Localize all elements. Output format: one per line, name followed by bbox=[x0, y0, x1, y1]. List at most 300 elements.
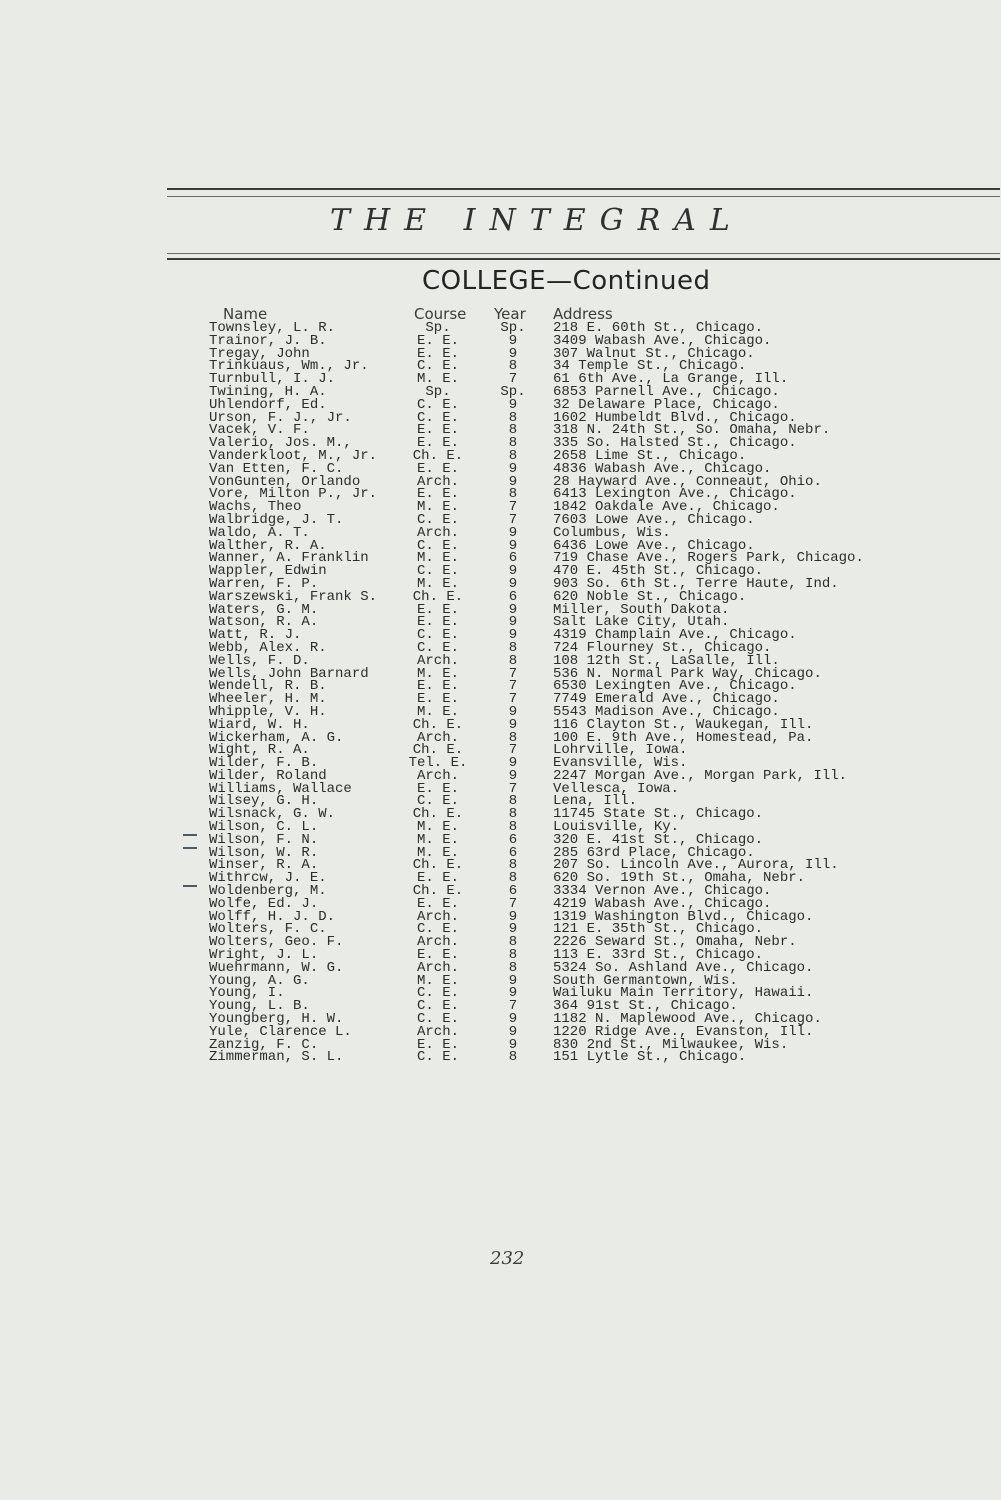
entry-year: 8 bbox=[508, 422, 518, 439]
entry-name: Wolff, H. J. D. bbox=[209, 908, 336, 925]
entry-year: 9 bbox=[508, 921, 518, 938]
entry-name: Wilder, Roland bbox=[209, 767, 327, 784]
entry-course: Ch. E. bbox=[412, 857, 464, 874]
entry-name: Watson, R. A. bbox=[209, 614, 319, 631]
entry-name: Trainor, J. B. bbox=[209, 332, 327, 349]
entry-name: Vore, Milton P., Jr. bbox=[209, 486, 378, 503]
list-item bbox=[0, 616, 1001, 629]
entry-year: 8 bbox=[508, 959, 518, 976]
header-rule-bottom-thin bbox=[167, 253, 1000, 254]
entry-year: 6 bbox=[508, 831, 518, 848]
list-item bbox=[0, 744, 1001, 757]
entry-address: 2247 Morgan Ave., Morgan Park, Ill. bbox=[553, 767, 848, 784]
list-item bbox=[0, 716, 1001, 733]
list-item bbox=[0, 565, 1001, 578]
entry-name: Winser, R. A. bbox=[209, 857, 319, 874]
list-item bbox=[0, 332, 1001, 349]
entry-course: Ch. E. bbox=[412, 447, 464, 464]
entry-course: E. E. bbox=[416, 435, 459, 452]
entry-address: 3334 Vernon Ave., Chicago. bbox=[553, 883, 772, 900]
list-item bbox=[0, 360, 1001, 373]
entry-address: 4319 Champlain Ave., Chicago. bbox=[553, 627, 797, 644]
entry-year: 7 bbox=[508, 678, 518, 695]
list-item bbox=[0, 652, 1001, 669]
entry-address: 536 N. Normal Park Way, Chicago. bbox=[553, 665, 822, 682]
list-item bbox=[0, 1023, 1001, 1040]
list-item bbox=[0, 1013, 1001, 1026]
entry-year: Sp. bbox=[500, 320, 526, 336]
entry-course: M. E. bbox=[416, 665, 459, 682]
entry-year: 9 bbox=[508, 985, 518, 1002]
entry-year: 8 bbox=[508, 819, 518, 836]
entry-year: 7 bbox=[508, 742, 518, 759]
entry-year: 9 bbox=[508, 1011, 518, 1028]
entry-address: 335 So. Halsted St., Chicago. bbox=[553, 435, 797, 452]
pencil-mark bbox=[183, 834, 197, 836]
entry-name: Walther, R. A. bbox=[209, 537, 327, 554]
entry-address: 121 E. 35th St., Chicago. bbox=[553, 921, 764, 938]
entry-course: Arch. bbox=[416, 729, 459, 746]
entry-year: 8 bbox=[508, 358, 518, 375]
entry-course: M. E. bbox=[416, 550, 459, 567]
entry-address: Wailuku Main Territory, Hawaii. bbox=[553, 985, 814, 1002]
entry-year: 6 bbox=[508, 588, 518, 605]
pencil-mark bbox=[183, 847, 197, 849]
entry-name: Young, L. B. bbox=[209, 998, 310, 1015]
entry-course: M. E. bbox=[416, 819, 459, 836]
entry-year: 9 bbox=[508, 614, 518, 631]
entry-address: 307 Walnut St., Chicago. bbox=[553, 345, 755, 362]
entry-year: 9 bbox=[508, 563, 518, 580]
entry-year: 9 bbox=[508, 703, 518, 720]
entry-course: E. E. bbox=[416, 601, 459, 618]
entry-name: Trinkuaus, Wm., Jr. bbox=[209, 358, 369, 375]
entry-address: 3409 Wabash Ave., Chicago. bbox=[553, 332, 772, 349]
entry-name: Wickerham, A. G. bbox=[209, 729, 344, 746]
list-item bbox=[0, 447, 1001, 464]
entry-address: 5324 So. Ashland Ave., Chicago. bbox=[553, 959, 814, 976]
entry-name: Urson, F. J., Jr. bbox=[209, 409, 352, 426]
entry-year: 8 bbox=[508, 652, 518, 669]
entry-course: E. E. bbox=[416, 678, 459, 695]
entry-year: Sp. bbox=[500, 383, 526, 400]
entry-name: Wappler, Edwin bbox=[209, 563, 327, 580]
entry-name: Waters, G. M. bbox=[209, 601, 319, 618]
entry-year: 9 bbox=[508, 460, 518, 477]
entry-address: 7749 Emerald Ave., Chicago. bbox=[553, 691, 780, 708]
entry-address: 2226 Seward St., Omaha, Nebr. bbox=[553, 934, 797, 951]
entry-address: 7603 Lowe Ave., Chicago. bbox=[553, 511, 755, 528]
entry-name: Wilsnack, G. W. bbox=[209, 806, 336, 823]
entry-name: Wight, R. A. bbox=[209, 742, 310, 759]
entry-name: Young, A. G. bbox=[209, 972, 310, 989]
entry-course: E. E. bbox=[416, 332, 459, 349]
entry-course: C. E. bbox=[416, 998, 459, 1015]
entry-year: 9 bbox=[508, 601, 518, 618]
entry-year: 8 bbox=[508, 947, 518, 964]
entry-address: 320 E. 41st St., Chicago. bbox=[553, 831, 764, 848]
list-item bbox=[0, 473, 1001, 490]
entry-course: M. E. bbox=[416, 831, 459, 848]
entry-address: 903 So. 6th St., Terre Haute, Ind. bbox=[553, 575, 839, 592]
entry-address: 4219 Wabash Ave., Chicago. bbox=[553, 895, 772, 912]
entry-name: Watt, R. J. bbox=[209, 627, 302, 644]
entry-name: VonGunten, Orlando bbox=[209, 473, 361, 490]
column-header-year: Year bbox=[494, 305, 526, 323]
entry-address: 34 Temple St., Chicago. bbox=[553, 358, 747, 375]
list-item bbox=[0, 844, 1001, 861]
entry-name: Warszewski, Frank S. bbox=[209, 588, 378, 605]
entry-course: Ch. E. bbox=[412, 806, 464, 823]
entry-course: C. E. bbox=[416, 396, 459, 413]
list-item bbox=[0, 552, 1001, 565]
entry-course: E. E. bbox=[416, 947, 459, 964]
entry-course: E. E. bbox=[416, 691, 459, 708]
entry-course: M. E. bbox=[416, 703, 459, 720]
list-item bbox=[0, 345, 1001, 362]
entry-course: Arch. bbox=[416, 908, 459, 925]
entry-address: Louisville, Ky. bbox=[553, 819, 680, 836]
entry-name: Wolters, Geo. F. bbox=[209, 934, 344, 951]
entry-course: C. E. bbox=[416, 985, 459, 1002]
entry-address: 719 Chase Ave., Rogers Park, Chicago. bbox=[553, 550, 864, 567]
entry-address: Lena, Ill. bbox=[553, 793, 638, 810]
entry-course: E. E. bbox=[416, 895, 459, 912]
section-title: COLLEGE—Continued bbox=[422, 266, 711, 296]
header-rule-top-thin bbox=[167, 196, 1000, 197]
list-item bbox=[0, 959, 1001, 976]
list-item bbox=[0, 987, 1001, 1000]
entry-address: 6530 Lexingten Ave., Chicago. bbox=[553, 678, 797, 695]
list-item bbox=[0, 680, 1001, 693]
entry-course: Arch. bbox=[416, 1023, 459, 1040]
entry-course: Arch. bbox=[416, 652, 459, 669]
entry-name: Wilson, F. N. bbox=[209, 831, 319, 848]
entry-name: Whipple, V. H. bbox=[209, 703, 327, 720]
entry-address: 100 E. 9th Ave., Homestead, Pa. bbox=[553, 729, 814, 746]
entry-year: 7 bbox=[508, 780, 518, 797]
entry-course: M. E. bbox=[416, 499, 459, 516]
entry-year: 9 bbox=[508, 716, 518, 733]
entry-address: 470 E. 45th St., Chicago. bbox=[553, 563, 764, 580]
entry-address: 620 So. 19th St., Omaha, Nebr. bbox=[553, 870, 806, 887]
entry-course: C. E. bbox=[416, 358, 459, 375]
page-number: 232 bbox=[490, 1248, 525, 1269]
entry-course: Ch. E. bbox=[412, 716, 464, 733]
entry-year: 9 bbox=[508, 767, 518, 784]
entry-year: 9 bbox=[508, 1023, 518, 1040]
entry-name: Wilson, C. L. bbox=[209, 819, 319, 836]
entry-address: Vellesca, Iowa. bbox=[553, 780, 680, 797]
entry-course: Tel. E. bbox=[408, 755, 468, 772]
list-item bbox=[0, 588, 1001, 605]
entry-name: Wilsey, G. H. bbox=[209, 793, 319, 810]
entry-year: 9 bbox=[508, 908, 518, 925]
entry-address: 4836 Wabash Ave., Chicago. bbox=[553, 460, 772, 477]
pencil-mark bbox=[183, 885, 197, 887]
entry-address: 11745 State St., Chicago. bbox=[553, 806, 764, 823]
list-item bbox=[0, 795, 1001, 808]
entry-address: Columbus, Wis. bbox=[553, 524, 671, 541]
column-header-course: Course bbox=[414, 305, 467, 323]
entry-name: Zimmerman, S. L. bbox=[209, 1049, 344, 1066]
entry-year: 7 bbox=[508, 665, 518, 682]
directory-list bbox=[0, 322, 1001, 1064]
entry-name: Walbridge, J. T. bbox=[209, 511, 344, 528]
entry-course: Ch. E. bbox=[412, 742, 464, 759]
entry-address: 364 91st St., Chicago. bbox=[553, 998, 738, 1015]
list-item bbox=[0, 524, 1001, 541]
entry-name: Turnbull, I. J. bbox=[209, 371, 336, 388]
list-item bbox=[0, 780, 1001, 797]
list-item bbox=[0, 322, 1001, 335]
entry-name: Wolfe, Ed. J. bbox=[209, 895, 319, 912]
entry-name: Williams, Wallace bbox=[209, 780, 352, 797]
entry-course: Sp. bbox=[425, 383, 451, 400]
entry-address: 1182 N. Maplewood Ave., Chicago. bbox=[553, 1011, 822, 1028]
list-item bbox=[0, 908, 1001, 925]
list-item bbox=[0, 629, 1001, 642]
entry-course: C. E. bbox=[416, 793, 459, 810]
entry-course: C. E. bbox=[416, 563, 459, 580]
entry-name: Wiard, W. H. bbox=[209, 716, 310, 733]
entry-address: 1602 Humbeldt Blvd., Chicago. bbox=[553, 409, 797, 426]
list-item bbox=[0, 872, 1001, 885]
entry-address: 116 Clayton St., Waukegan, Ill. bbox=[553, 716, 814, 733]
entry-name: Valerio, Jos. M., bbox=[209, 435, 352, 452]
list-item bbox=[0, 693, 1001, 706]
entry-course: C. E. bbox=[416, 537, 459, 554]
list-item bbox=[0, 936, 1001, 949]
entry-name: Tregay, John bbox=[209, 345, 310, 362]
list-item bbox=[0, 601, 1001, 618]
entry-year: 9 bbox=[508, 1036, 518, 1053]
entry-address: 6436 Lowe Ave., Chicago. bbox=[553, 537, 755, 554]
list-item bbox=[0, 729, 1001, 746]
entry-course: C. E. bbox=[416, 627, 459, 644]
entry-course: E. E. bbox=[416, 1036, 459, 1053]
entry-year: 7 bbox=[508, 511, 518, 528]
entry-course: M. E. bbox=[416, 371, 459, 388]
entry-name: Wells, John Barnard bbox=[209, 665, 369, 682]
entry-address: 32 Delaware Place, Chicago. bbox=[553, 396, 780, 413]
entry-name: Warren, F. P. bbox=[209, 575, 319, 592]
entry-address: 724 Flourney St., Chicago. bbox=[553, 639, 772, 656]
entry-year: 8 bbox=[508, 793, 518, 810]
entry-name: Uhlendorf, Ed. bbox=[209, 396, 327, 413]
entry-address: Salt Lake City, Utah. bbox=[553, 614, 730, 631]
entry-name: Vacek, V. F. bbox=[209, 422, 310, 439]
list-item bbox=[0, 1000, 1001, 1013]
entry-year: 8 bbox=[508, 639, 518, 656]
entry-name: Webb, Alex. R. bbox=[209, 639, 327, 656]
entry-course: Arch. bbox=[416, 767, 459, 784]
entry-course: Arch. bbox=[416, 959, 459, 976]
header-rule-top bbox=[167, 188, 1000, 190]
entry-name: Wilson, W. R. bbox=[209, 844, 319, 861]
entry-year: 9 bbox=[508, 755, 518, 772]
entry-address: 218 E. 60th St., Chicago. bbox=[553, 320, 764, 336]
entry-year: 7 bbox=[508, 998, 518, 1015]
entry-course: E. E. bbox=[416, 780, 459, 797]
entry-year: 6 bbox=[508, 844, 518, 861]
entry-address: 2658 Lime St., Chicago. bbox=[553, 447, 747, 464]
entry-address: 28 Hayward Ave., Conneaut, Ohio. bbox=[553, 473, 822, 490]
entry-year: 9 bbox=[508, 345, 518, 362]
list-item bbox=[0, 396, 1001, 413]
entry-course: E. E. bbox=[416, 486, 459, 503]
entry-name: Van Etten, F. C. bbox=[209, 460, 344, 477]
entry-name: Wanner, A. Franklin bbox=[209, 550, 369, 567]
entry-year: 8 bbox=[508, 934, 518, 951]
list-item bbox=[0, 409, 1001, 426]
entry-name: Youngberg, H. W. bbox=[209, 1011, 344, 1028]
entry-address: South Germantown, Wis. bbox=[553, 972, 738, 989]
entry-course: E. E. bbox=[416, 422, 459, 439]
entry-year: 7 bbox=[508, 691, 518, 708]
entry-course: C. E. bbox=[416, 409, 459, 426]
entry-address: 5543 Madison Ave., Chicago. bbox=[553, 703, 780, 720]
list-item bbox=[0, 1051, 1001, 1064]
list-item bbox=[0, 1036, 1001, 1053]
list-item bbox=[0, 703, 1001, 720]
entry-course: Arch. bbox=[416, 473, 459, 490]
entry-year: 9 bbox=[508, 537, 518, 554]
entry-address: Miller, South Dakota. bbox=[553, 601, 730, 618]
entry-course: E. E. bbox=[416, 870, 459, 887]
entry-year: 8 bbox=[508, 409, 518, 426]
entry-course: C. E. bbox=[416, 511, 459, 528]
list-item bbox=[0, 665, 1001, 682]
entry-year: 7 bbox=[508, 371, 518, 388]
entry-course: Arch. bbox=[416, 524, 459, 541]
entry-address: 151 Lytle St., Chicago. bbox=[553, 1049, 747, 1066]
entry-name: Wendell, R. B. bbox=[209, 678, 327, 695]
entry-address: Lohrville, Iowa. bbox=[553, 742, 688, 759]
list-item bbox=[0, 831, 1001, 848]
entry-name: Townsley, L. R. bbox=[209, 320, 336, 336]
entry-address: 1319 Washington Blvd., Chicago. bbox=[553, 908, 814, 925]
entry-year: 8 bbox=[508, 806, 518, 823]
entry-name: Yule, Clarence L. bbox=[209, 1023, 352, 1040]
entry-course: M. E. bbox=[416, 575, 459, 592]
journal-title: THE INTEGRAL bbox=[330, 203, 744, 238]
entry-address: 318 N. 24th St., So. Omaha, Nebr. bbox=[553, 422, 831, 439]
entry-name: Waldo, A. T. bbox=[209, 524, 310, 541]
list-item bbox=[0, 821, 1001, 834]
entry-year: 8 bbox=[508, 486, 518, 503]
entry-course: M. E. bbox=[416, 844, 459, 861]
entry-course: Ch. E. bbox=[412, 883, 464, 900]
entry-year: 8 bbox=[508, 447, 518, 464]
entry-year: 9 bbox=[508, 575, 518, 592]
entry-year: 9 bbox=[508, 332, 518, 349]
entry-year: 9 bbox=[508, 396, 518, 413]
entry-course: E. E. bbox=[416, 614, 459, 631]
list-item bbox=[0, 575, 1001, 592]
entry-name: Wolters, F. C. bbox=[209, 921, 327, 938]
entry-address: 108 12th St., LaSalle, Ill. bbox=[553, 652, 780, 669]
header-rule-bottom bbox=[167, 258, 1000, 260]
entry-year: 9 bbox=[508, 524, 518, 541]
entry-name: Young, I. bbox=[209, 985, 285, 1002]
entry-course: Arch. bbox=[416, 934, 459, 951]
entry-address: 1220 Ridge Ave., Evanston, Ill. bbox=[553, 1023, 814, 1040]
entry-address: 285 63rd Place, Chicago. bbox=[553, 844, 755, 861]
entry-name: Vanderkloot, M., Jr. bbox=[209, 447, 378, 464]
entry-course: C. E. bbox=[416, 1049, 459, 1066]
list-item bbox=[0, 895, 1001, 912]
entry-year: 6 bbox=[508, 883, 518, 900]
entry-address: 830 2nd St., Milwaukee, Wis. bbox=[553, 1036, 789, 1053]
entry-name: Wachs, Theo bbox=[209, 499, 302, 516]
entry-course: M. E. bbox=[416, 972, 459, 989]
entry-name: Wells, F. D. bbox=[209, 652, 310, 669]
entry-year: 9 bbox=[508, 473, 518, 490]
entry-address: 1842 Oakdale Ave., Chicago. bbox=[553, 499, 780, 516]
list-item bbox=[0, 808, 1001, 821]
list-item bbox=[0, 424, 1001, 437]
list-item bbox=[0, 460, 1001, 477]
entry-name: Woldenberg, M. bbox=[209, 883, 327, 900]
list-item bbox=[0, 383, 1001, 400]
entry-course: C. E. bbox=[416, 639, 459, 656]
entry-year: 8 bbox=[508, 729, 518, 746]
entry-address: 6413 Lexington Ave., Chicago. bbox=[553, 486, 797, 503]
entry-name: Twining, H. A. bbox=[209, 383, 327, 400]
entry-name: Zanzig, F. C. bbox=[209, 1036, 319, 1053]
entry-name: Wheeler, H. M. bbox=[209, 691, 327, 708]
list-item bbox=[0, 437, 1001, 450]
entry-address: Evansville, Wis. bbox=[553, 755, 688, 772]
list-item bbox=[0, 501, 1001, 514]
entry-year: 8 bbox=[508, 870, 518, 887]
list-item bbox=[0, 757, 1001, 770]
list-item bbox=[0, 949, 1001, 962]
entry-course: Sp. bbox=[425, 320, 451, 336]
column-header-name: Name bbox=[223, 305, 268, 323]
entry-course: C. E. bbox=[416, 1011, 459, 1028]
entry-course: C. E. bbox=[416, 921, 459, 938]
entry-address: 620 Noble St., Chicago. bbox=[553, 588, 747, 605]
entry-name: Wuehrmann, W. G. bbox=[209, 959, 344, 976]
column-header-address: Address bbox=[553, 305, 613, 323]
list-item bbox=[0, 885, 1001, 898]
entry-year: 9 bbox=[508, 972, 518, 989]
list-item bbox=[0, 923, 1001, 936]
entry-year: 9 bbox=[508, 627, 518, 644]
entry-year: 7 bbox=[508, 499, 518, 516]
entry-year: 8 bbox=[508, 435, 518, 452]
entry-year: 8 bbox=[508, 1049, 518, 1066]
entry-name: Withrcw, J. E. bbox=[209, 870, 327, 887]
entry-year: 7 bbox=[508, 895, 518, 912]
entry-address: 113 E. 33rd St., Chicago. bbox=[553, 947, 764, 964]
entry-address: 6853 Parnell Ave., Chicago. bbox=[553, 383, 780, 400]
entry-course: E. E. bbox=[416, 345, 459, 362]
entry-year: 6 bbox=[508, 550, 518, 567]
entry-year: 8 bbox=[508, 857, 518, 874]
list-item bbox=[0, 488, 1001, 501]
entry-course: E. E. bbox=[416, 460, 459, 477]
list-item bbox=[0, 767, 1001, 784]
entry-name: Wright, J. L. bbox=[209, 947, 319, 964]
list-item bbox=[0, 639, 1001, 656]
list-item bbox=[0, 972, 1001, 989]
entry-course: Ch. E. bbox=[412, 588, 464, 605]
list-item bbox=[0, 511, 1001, 528]
entry-address: 61 6th Ave., La Grange, Ill. bbox=[553, 371, 789, 388]
